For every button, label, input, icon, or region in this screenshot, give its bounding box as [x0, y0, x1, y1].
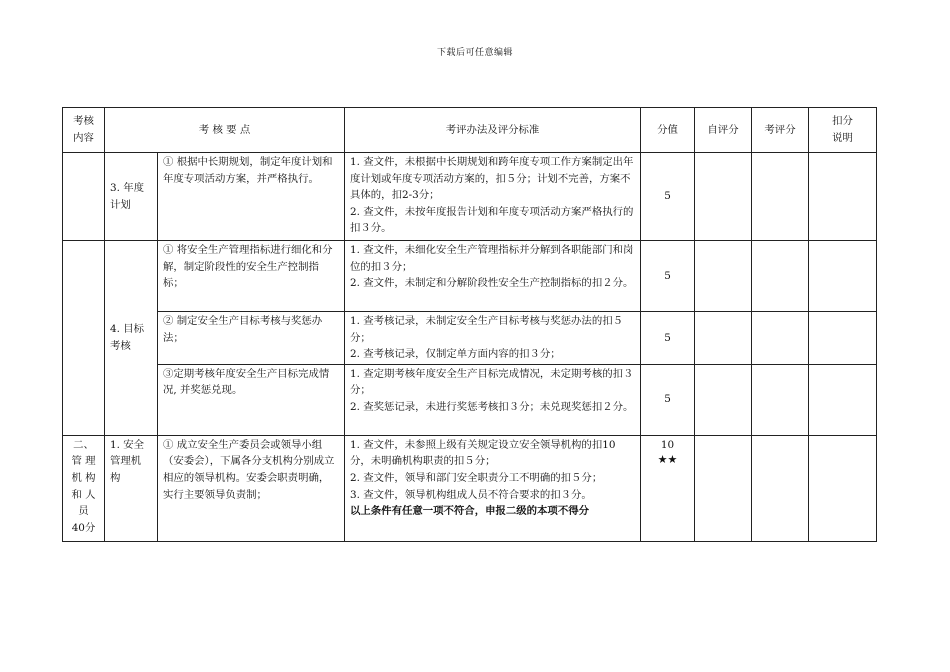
self-score-cell: [695, 241, 752, 312]
header-method: 考评办法及评分标准: [345, 108, 641, 153]
table-row: [63, 153, 877, 241]
deduct-cell: [809, 312, 877, 365]
star-rating: ★★: [657, 453, 678, 467]
point-cell: ① 将安全生产管理指标进行细化和分解，制定阶段性的安全生产控制指标；: [158, 241, 345, 312]
point-cell: ① 成立安全生产委员会或领导小组（安委会），下属各分支机构分别成立相应的领导机构。安委会职责明确，实行主要领导负责制；: [158, 435, 345, 541]
deduct-cell: [809, 153, 877, 241]
self-score-cell: [695, 153, 752, 241]
header-note: 下载后可任意编辑: [436, 48, 513, 58]
method-bold-note: 以上条件有任意一项不符合，申报二级的本项不得分: [350, 505, 589, 518]
review-score-cell: [752, 241, 809, 312]
score-cell: 5: [641, 312, 695, 365]
method-cell: [345, 435, 641, 541]
item-cell: 4. 目标 考核: [105, 241, 158, 436]
assessment-table: [62, 107, 877, 542]
score-cell: 5: [641, 364, 695, 435]
table-row: [63, 435, 877, 541]
deduct-cell: [809, 241, 877, 312]
method-cell: 1. 查考核记录，未制定安全生产目标考核与奖惩办法的扣５分； 2. 查考核记录，仅制定单方面内容的扣３分；: [345, 312, 641, 365]
header-self-score: 自评分: [695, 108, 752, 153]
point-cell: ② 制定安全生产目标考核与奖惩办法；: [158, 312, 345, 365]
table-row: [63, 241, 877, 312]
method-cell: 1. 查文件，未根据中长期规划和跨年度专项工作方案制定出年度计划或年度专项活动方案的，扣５分；计划不完善，方案不具体的，扣2-3分； 2. 查文件，未按年度报告计划和年度专项活动方案严格执行的扣３分。: [345, 153, 641, 241]
self-score-cell: [695, 364, 752, 435]
score-cell: 5: [641, 153, 695, 241]
method-text: 1. 查文件，未参照上级有关规定设立安全领导机构的扣10分，未明确机构职责的扣５分； 2. 查文件，领导和部门安全职责分工不明确的扣５分； 3. 查文件，领导机构组成人员不符合要求的扣３分。: [350, 438, 616, 501]
review-score-cell: [752, 364, 809, 435]
review-score-cell: [752, 312, 809, 365]
method-cell: 1. 查定期考核年度安全生产目标完成情况，未定期考核的扣３分； 2. 查奖惩记录，未进行奖惩考核扣３分；未兑现奖惩扣２分。: [345, 364, 641, 435]
header-deduct: 扣分 说明: [809, 108, 877, 153]
header-score: 分值: [641, 108, 695, 153]
category-cell: [63, 153, 105, 241]
review-score-cell: [752, 153, 809, 241]
score-cell: [641, 435, 695, 541]
point-cell: ① 根据中长期规划，制定年度计划和年度专项活动方案，并严格执行。: [158, 153, 345, 241]
method-cell: 1. 查文件，未细化安全生产管理指标并分解到各职能部门和岗位的扣３分； 2. 查文件，未制定和分解阶段性安全生产控制指标的扣２分。: [345, 241, 641, 312]
category-cell: [63, 241, 105, 436]
deduct-cell: [809, 364, 877, 435]
score-value: 10: [660, 438, 675, 451]
self-score-cell: [695, 312, 752, 365]
table-row: [63, 364, 877, 435]
header-points: 考 核 要 点: [105, 108, 345, 153]
header-row: [63, 108, 877, 153]
deduct-cell: [809, 435, 877, 541]
category-cell: 二、 管 理 机 构 和 人 员 40分: [63, 435, 105, 541]
review-score-cell: [752, 435, 809, 541]
header-content: 考核 内容: [63, 108, 105, 153]
header-review-score: 考评分: [752, 108, 809, 153]
item-cell: 3. 年度 计划: [105, 153, 158, 241]
score-cell: 5: [641, 241, 695, 312]
self-score-cell: [695, 435, 752, 541]
item-cell: 1. 安全 管理机 构: [105, 435, 158, 541]
point-cell: ③定期考核年度安全生产目标完成情况, 并奖惩兑现。: [158, 364, 345, 435]
table-row: [63, 312, 877, 365]
